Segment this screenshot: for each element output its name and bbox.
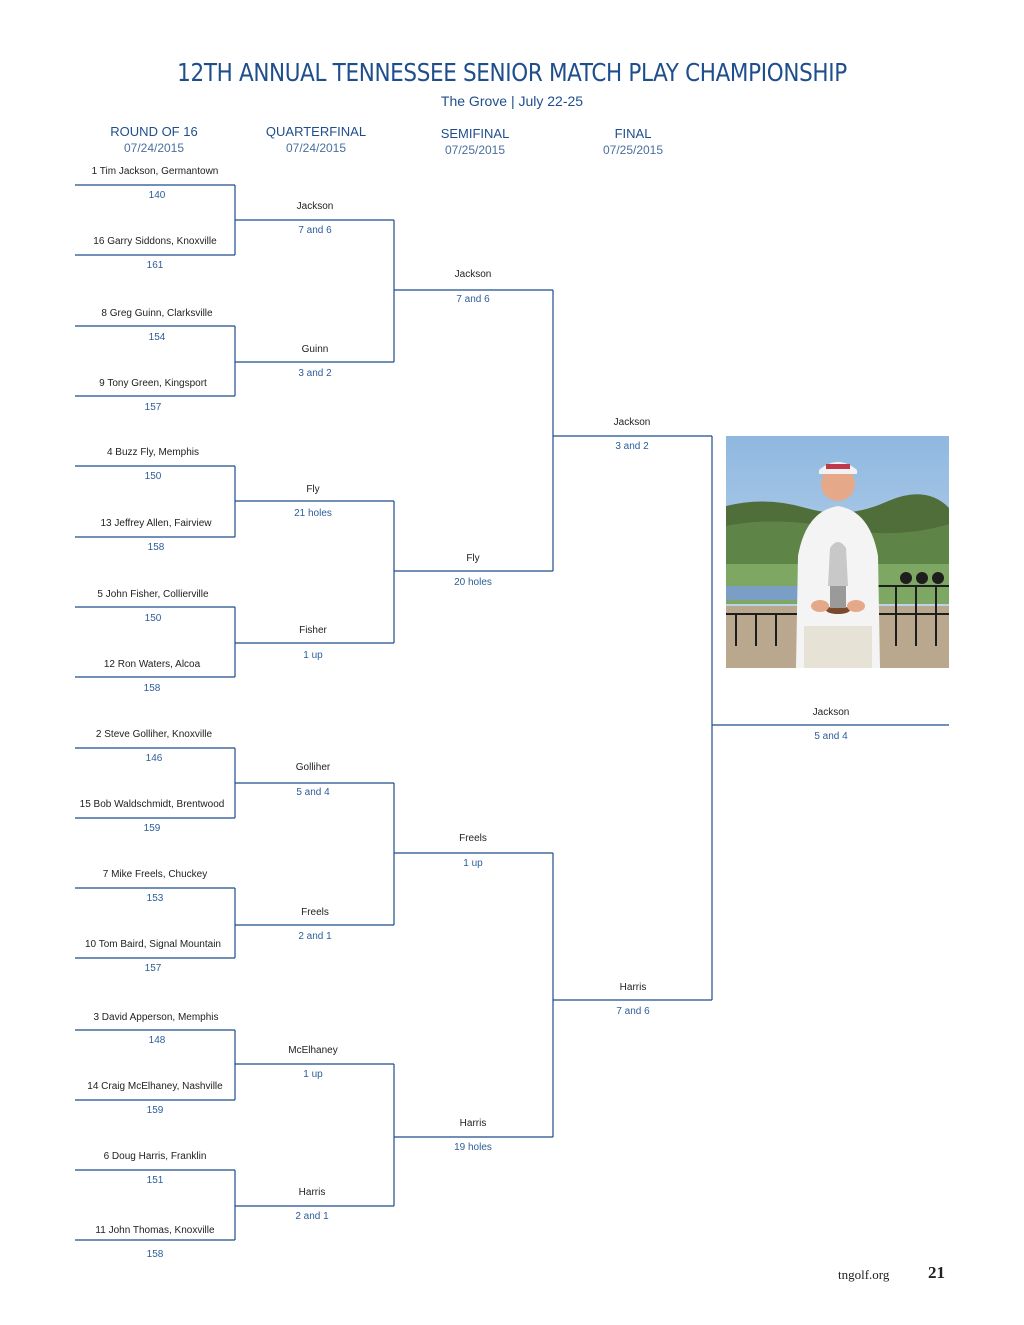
footer-site: tngolf.org [838, 1267, 890, 1282]
qf-result: 2 and 1 [298, 931, 332, 942]
round-name: QUARTERFINAL [265, 124, 367, 139]
sf-result: 20 holes [454, 577, 492, 588]
qf-result: 3 and 2 [298, 368, 332, 379]
qf-result: 5 and 4 [296, 787, 330, 798]
sf-winner: Jackson [454, 269, 492, 280]
champion-name: Jackson [812, 707, 850, 718]
round-name: FINAL [614, 126, 652, 141]
r16-score: 158 [147, 542, 165, 553]
qf-winner: Jackson [296, 201, 334, 212]
r16-player: 16 Garry Siddons, Knoxville [93, 236, 217, 247]
champion-trophy-photo [726, 436, 949, 668]
r16-player: 2 Steve Golliher, Knoxville [95, 729, 213, 740]
final-winner: Jackson [613, 417, 651, 428]
round-name: SEMIFINAL [440, 126, 510, 141]
qf-result: 1 up [303, 1069, 323, 1080]
r16-player: 11 John Thomas, Knoxville [95, 1225, 215, 1236]
page-subtitle: The Grove | July 22-25 [440, 93, 584, 109]
r16-player: 12 Ron Waters, Alcoa [103, 659, 201, 670]
sf-result: 1 up [463, 858, 483, 869]
round-date: 07/24/2015 [123, 141, 185, 155]
r16-player: 3 David Apperson, Memphis [93, 1012, 219, 1023]
r16-player: 14 Craig McElhaney, Nashville [87, 1081, 223, 1092]
round-name: ROUND OF 16 [110, 124, 198, 139]
r16-score: 148 [148, 1035, 166, 1046]
qf-result: 2 and 1 [295, 1211, 329, 1222]
sf-winner: Freels [459, 833, 487, 844]
sf-result: 19 holes [454, 1142, 492, 1153]
r16-player: 1 Tim Jackson, Germantown [91, 166, 219, 177]
r16-score: 158 [143, 683, 161, 694]
qf-winner: Golliher [295, 762, 331, 773]
r16-score: 158 [146, 1249, 164, 1260]
sf-result: 7 and 6 [456, 294, 490, 305]
qf-winner: Fisher [299, 625, 327, 636]
round-date: 07/24/2015 [285, 141, 347, 155]
qf-winner: Harris [298, 1187, 326, 1198]
page-title: 12TH ANNUAL TENNESSEE SENIOR MATCH PLAY CHAMPIONSHIP [177, 58, 847, 87]
round-date: 07/25/2015 [602, 143, 664, 157]
qf-winner: Guinn [301, 344, 329, 355]
r16-score: 157 [144, 963, 162, 974]
r16-score: 159 [143, 823, 161, 834]
r16-score: 153 [146, 893, 164, 904]
r16-player: 13 Jeffrey Allen, Fairview [100, 518, 212, 529]
qf-result: 1 up [303, 650, 323, 661]
r16-score: 150 [144, 471, 162, 482]
r16-score: 140 [148, 190, 166, 201]
final-result: 3 and 2 [615, 441, 649, 452]
qf-result: 21 holes [294, 508, 332, 519]
qf-result: 7 and 6 [298, 225, 332, 236]
qf-winner: Fly [306, 484, 320, 495]
final-winner: Harris [619, 982, 647, 993]
r16-score: 154 [148, 332, 166, 343]
r16-score: 157 [144, 402, 162, 413]
r16-player: 9 Tony Green, Kingsport [99, 378, 207, 389]
r16-player: 6 Doug Harris, Franklin [103, 1151, 207, 1162]
r16-player: 4 Buzz Fly, Memphis [106, 447, 200, 458]
qf-winner: Freels [301, 907, 329, 918]
sf-winner: Fly [466, 553, 480, 564]
r16-player: 5 John Fisher, Collierville [97, 589, 209, 600]
r16-score: 150 [144, 613, 162, 624]
sf-winner: Harris [459, 1118, 487, 1129]
final-result: 7 and 6 [616, 1006, 650, 1017]
r16-score: 161 [146, 260, 164, 271]
qf-winner: McElhaney [288, 1045, 338, 1056]
r16-player: 8 Greg Guinn, Clarksville [101, 308, 213, 319]
r16-player: 7 Mike Freels, Chuckey [102, 869, 208, 880]
page-number: 21 [928, 1263, 945, 1282]
r16-player: 15 Bob Waldschmidt, Brentwood [79, 799, 225, 810]
r16-score: 151 [146, 1175, 164, 1186]
champion-result: 5 and 4 [814, 731, 848, 742]
r16-score: 146 [145, 753, 163, 764]
r16-player: 10 Tom Baird, Signal Mountain [84, 939, 221, 950]
round-date: 07/25/2015 [444, 143, 506, 157]
r16-score: 159 [146, 1105, 164, 1116]
